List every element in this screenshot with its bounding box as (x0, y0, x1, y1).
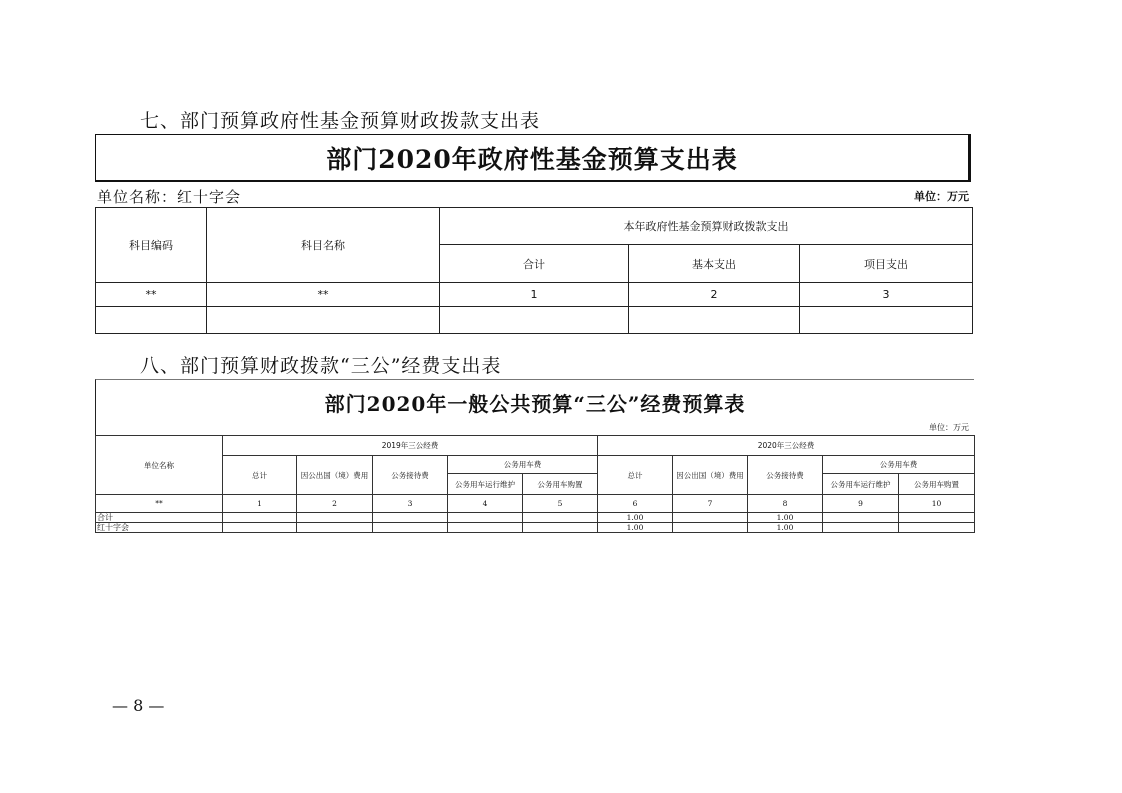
t2-header-2020: 2020年三公经费 (598, 436, 975, 456)
t2-cell-total-2020: 1.00 (598, 513, 673, 523)
t2-cell-total-2020: 1.00 (598, 523, 673, 533)
t2-index-cell: 8 (748, 495, 823, 513)
header-name: 科目名称 (207, 208, 440, 283)
t2-header-reception: 公务接待费 (373, 456, 448, 495)
table2 (95, 435, 975, 533)
t2-header-vehicle-buy: 公务用车购置 (523, 474, 598, 495)
table1-title: 部门2020年政府性基金预算支出表 (95, 134, 971, 182)
header-project: 项目支出 (800, 245, 973, 283)
t2-index-cell: 9 (823, 495, 899, 513)
empty-cell (629, 307, 800, 334)
empty-cell (207, 307, 440, 334)
header-code: 科目编码 (96, 208, 207, 283)
section7-heading: 七、部门预算政府性基金预算财政拨款支出表 (140, 110, 541, 132)
table2-title-area (95, 379, 974, 435)
table1-unit: 单位：万元 (914, 190, 969, 203)
header-total: 合计 (440, 245, 629, 283)
empty-cell (440, 307, 629, 334)
t2-header-total: 总计 (223, 456, 297, 495)
header-basic: 基本支出 (629, 245, 800, 283)
t2-header-total: 总计 (598, 456, 673, 495)
table2-unit: 单位：万元 (929, 423, 969, 432)
t2-header-unit-name: 单位名称 (96, 436, 223, 495)
index-cell: 3 (800, 283, 973, 307)
t2-index-cell: 2 (297, 495, 373, 513)
t2-index-cell: 4 (448, 495, 523, 513)
t2-index-cell: 5 (523, 495, 598, 513)
t2-header-reception: 公务接待费 (748, 456, 823, 495)
empty-cell (96, 307, 207, 334)
page-number: — 8 — (112, 696, 165, 715)
t2-cell-reception-2020: 1.00 (748, 513, 823, 523)
t2-row-name: 红十字会 (96, 523, 223, 533)
t2-header-abroad: 因公出国（境）费用 (297, 456, 373, 495)
t2-header-vehicle-run: 公务用车运行维护 (448, 474, 523, 495)
index-cell: 2 (629, 283, 800, 307)
table1-unit-row (95, 185, 971, 207)
index-cell: 1 (440, 283, 629, 307)
header-group: 本年政府性基金预算财政拨款支出 (440, 208, 973, 245)
t2-row-name: 合计 (96, 513, 223, 523)
t2-index-cell: 3 (373, 495, 448, 513)
section8-heading: 八、部门预算财政拨款“三公”经费支出表 (140, 355, 502, 377)
t2-header-abroad: 因公出国（境）费用 (673, 456, 748, 495)
t2-header-2019: 2019年三公经费 (223, 436, 598, 456)
t2-header-vehicle: 公务用车费 (448, 456, 598, 474)
t2-header-vehicle-buy: 公务用车购置 (899, 474, 975, 495)
t2-index-cell: ** (96, 495, 223, 513)
table1 (95, 207, 973, 334)
table1-unit-name: 单位名称：红十字会 (97, 188, 242, 206)
t2-index-cell: 6 (598, 495, 673, 513)
t2-cell-reception-2020: 1.00 (748, 523, 823, 533)
index-cell: ** (207, 283, 440, 307)
t2-header-vehicle: 公务用车费 (823, 456, 975, 474)
t2-index-cell: 7 (673, 495, 748, 513)
index-cell: ** (96, 283, 207, 307)
t2-header-vehicle-run: 公务用车运行维护 (823, 474, 899, 495)
t2-index-cell: 10 (899, 495, 975, 513)
empty-cell (800, 307, 973, 334)
table2-title: 部门2020年一般公共预算“三公”经费预算表 (324, 392, 746, 416)
t2-index-cell: 1 (223, 495, 297, 513)
